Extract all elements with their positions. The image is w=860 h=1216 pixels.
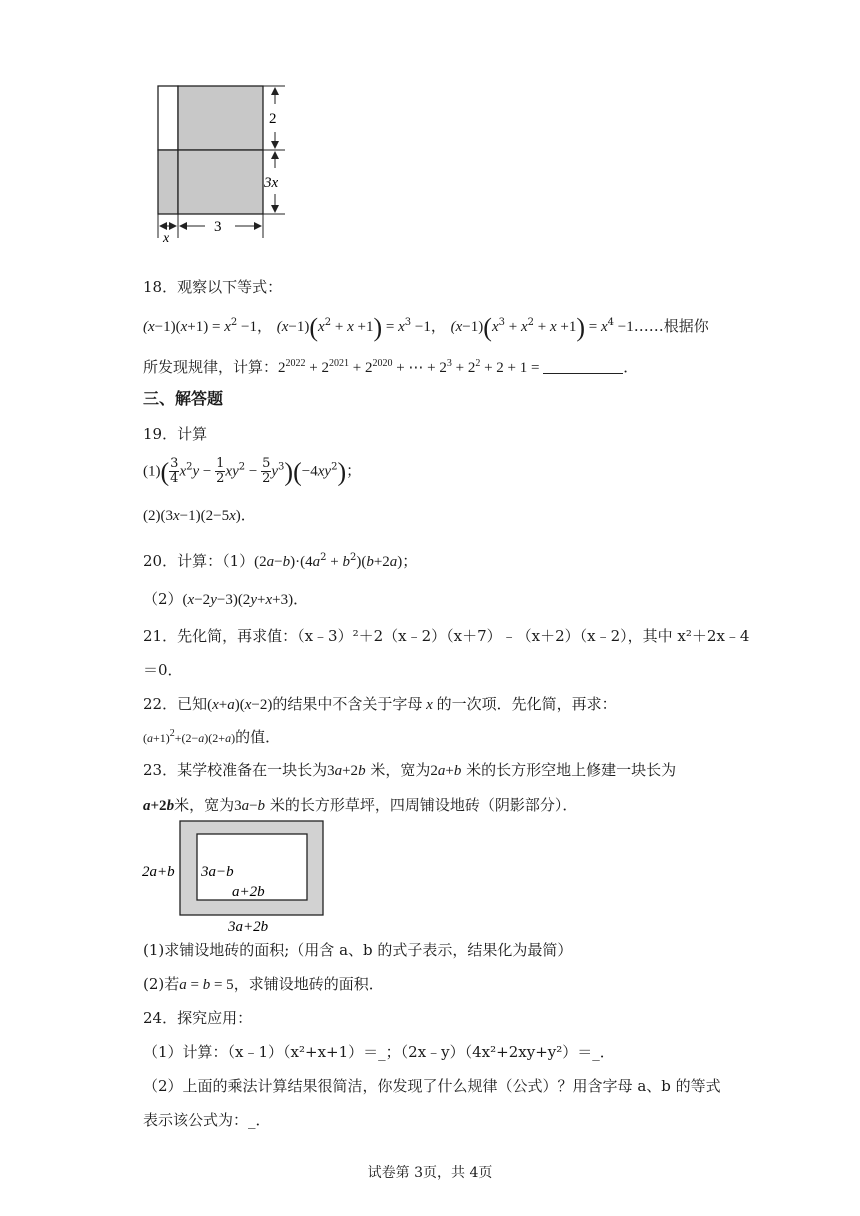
q23-sub1: (1)求铺设地砖的面积;（用含 a、b 的式子表示，结果化为最简） xyxy=(143,941,573,959)
q22-line2: $(a+1)^2+(2-a)(2+a)$的值． xyxy=(143,728,281,746)
label-3: 3 xyxy=(214,219,222,235)
q18-heading: 18．观察以下等式： xyxy=(143,278,283,296)
q18-compute-line: 所发现规律，计算：$2^{2022} + 2^{2021} + 2^{2020}$ + ⋯ + $2^3 + 2^2 + 2 + 1$ = ． xyxy=(143,358,639,376)
q22-text-d: 的值． xyxy=(235,728,281,746)
q23-text-c: 米的长方形空地上修建一块长为 xyxy=(466,761,677,779)
q23-sub2: (2)若a = b = 5，求铺设地砖的面积． xyxy=(143,975,384,993)
section-heading: 三、解答题 xyxy=(143,389,224,408)
q23-sub2-a: (2)若 xyxy=(143,975,180,993)
q18-tail: ……根据你 xyxy=(633,317,709,335)
fig-inner-height-label: 3a−b xyxy=(201,864,234,880)
answer-blank[interactable] xyxy=(543,359,623,374)
page-footer: 试卷第 3页，共 4页 xyxy=(367,1165,493,1181)
q24-line3: 表示该公式为：_． xyxy=(143,1111,271,1129)
q23-text-d: 米，宽为 xyxy=(174,796,235,814)
fig-inner-width-label: a+2b xyxy=(232,884,265,900)
q20-part2: （2）(x−2y−3)(2y+x+3)． xyxy=(143,590,309,608)
q23-text-a: 23．某学校准备在一块长为 xyxy=(143,761,328,779)
q20-part1: 20．计算：$(1)(2a-b)\cdot(4a^2 + b^2)(b+2a)$； xyxy=(143,552,418,570)
q23-line2: a+2b米，宽为3a−b 米的长方形草坪，四周铺设地砖（阴影部分）． xyxy=(143,796,578,814)
q18-compute-label: 所发现规律，计算： xyxy=(143,358,279,376)
q24-heading: 24．探究应用： xyxy=(143,1009,253,1027)
q22-text-c: 的一次项．先化简，再求： xyxy=(436,695,617,713)
q20-heading: 20．计算：（1） xyxy=(143,552,255,570)
label-x: x xyxy=(163,231,170,245)
q23-text-b: 米，宽为 xyxy=(370,761,431,779)
label-2: 2 xyxy=(269,111,277,127)
q19-heading: 19．计算 xyxy=(143,425,208,443)
q23-line1: 23．某学校准备在一块长为3a+2b 米，宽为2a+b 米的长方形空地上修建一块长为 xyxy=(143,761,677,779)
q21-line1: 21．先化简，再求值：（x﹣3）²＋2（x﹣2）（x＋7）﹣（x＋2）（x﹣2），其中 x²＋2x﹣4 xyxy=(143,627,750,645)
lawn-figure xyxy=(140,818,360,936)
q24-line1: （1）计算：（x﹣1）（x²+x+1）＝_；（2x﹣y）（4x²+2xy+y²）＝_． xyxy=(143,1043,615,1061)
q22-line1: 22．已知(x+a)(x−2)的结果中不含关于字母 x 的一次项．先化简，再求： xyxy=(143,695,617,713)
fig-left-label: 2a+b xyxy=(142,864,175,880)
label-3x: 3x xyxy=(264,175,279,191)
q21-line2: ＝0． xyxy=(143,661,183,679)
q19-part1: (1)( $\frac{3}{4}$ $x^2y$ − $\frac{1}{2}$ $xy^2$ − $\frac{5}{2}$ $y^3)(-4xy^2)$； xyxy=(143,456,362,487)
q19-part2: (2)(3x−1)(2−5x)． xyxy=(143,506,256,524)
q24-line2: （2）上面的乘法计算结果很简洁，你发现了什么规律（公式）？用含字母 a、b 的等式 xyxy=(143,1077,721,1095)
q18-equations: $(x-1)(x+1) = x^2 -1$， $(x-1)(x^2 + x +1) = x^3 -1$， $(x-1)(x^3 + x^2 + x +1) = x^4$ −1……根据你 xyxy=(143,313,709,342)
q22-text-b: 的结果中不含关于字母 xyxy=(272,695,423,713)
rectangle-area-figure xyxy=(150,80,300,245)
fig-bottom-label: 3a+2b xyxy=(228,919,269,935)
q23-text-e: 米的长方形草坪，四周铺设地砖（阴影部分）． xyxy=(269,796,578,814)
q23-sub2-b: ，求铺设地砖的面积． xyxy=(233,975,384,993)
q22-text-a: 22．已知 xyxy=(143,695,208,713)
